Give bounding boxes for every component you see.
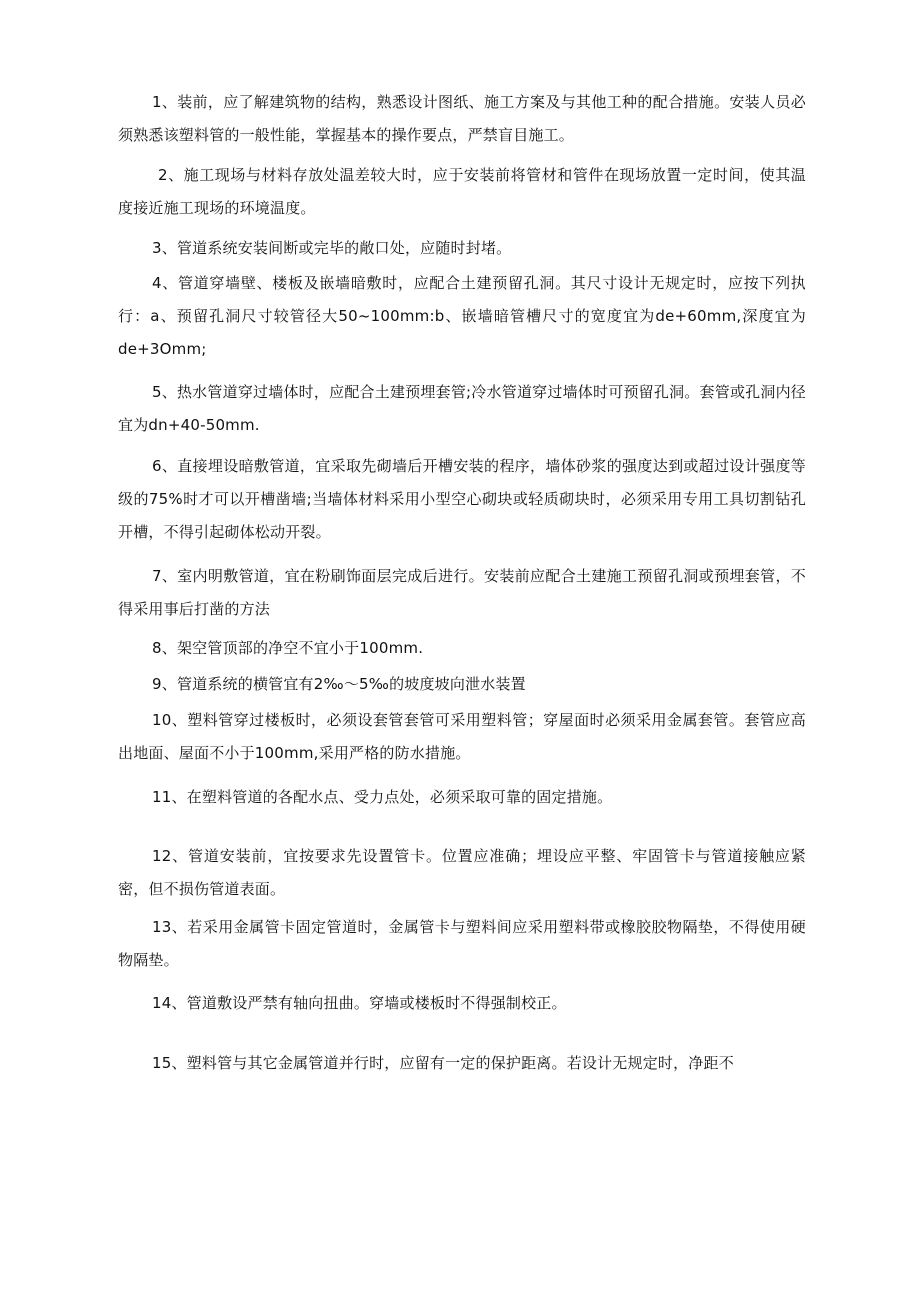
paragraph-13: 13、若采用金属管卡固定管道时，金属管卡与塑料间应采用塑料带或橡胶胶物隔垫，不得使用硬物隔垫。 — [118, 918, 806, 969]
paragraph-7: 7、室内明敷管道，宜在粉刷饰面层完成后进行。安装前应配合土建施工预留孔洞或预埋套管，不得采用事后打凿的方法 — [118, 567, 806, 618]
paragraph-4: 4、管道穿墙壁、楼板及嵌墙暗敷时，应配合土建预留孔洞。其尺寸设计无规定时，应按下列执行：a、预留孔洞尺寸较管径大50~100mm:b、嵌墙暗管槽尺寸的宽度宜为de+60mm,深度宜为de+3Omm; — [118, 274, 806, 358]
paragraph-1: 1、装前，应了解建筑物的结构，熟悉设计图纸、施工方案及与其他工种的配合措施。安装人员必须熟悉该塑料管的一般性能，掌握基本的操作要点，严禁盲目施工。 — [118, 93, 806, 144]
paragraph-14: 14、管道敷设严禁有轴向扭曲。穿墙或楼板时不得强制校正。 — [152, 994, 567, 1012]
paragraph-2: 2、施工现场与材料存放处温差较大时，应于安装前将管材和管件在现场放置一定时间，使其温度接近施工现场的环境温度。 — [118, 166, 806, 217]
paragraph-5: 5、热水管道穿过墙体时，应配合土建预埋套管;冷水管道穿过墙体时可预留孔洞。套管或孔洞内径宜为dn+40-50mm. — [118, 383, 806, 434]
paragraph-6: 6、直接埋设暗敷管道，宜采取先砌墙后开槽安装的程序，墙体砂浆的强度达到或超过设计强度等级的75%时才可以开槽凿墙;当墙体材料采用小型空心砌块或轻质砌块时，必须采用专用工具切割钻孔开槽，不得引起砌体松动开裂。 — [118, 457, 806, 541]
paragraph-9: 9、管道系统的横管宜有2‰～5‰的坡度坡向泄水装置 — [152, 675, 526, 693]
paragraph-12: 12、管道安装前，宜按要求先设置管卡。位置应准确；埋设应平整、牢固管卡与管道接触应紧密，但不损伤管道表面。 — [118, 847, 806, 898]
paragraph-8: 8、架空管顶部的净空不宜小于100mm. — [152, 639, 424, 657]
paragraph-11: 11、在塑料管道的各配水点、受力点处，必须采取可靠的固定措施。 — [152, 788, 613, 806]
paragraph-3: 3、管道系统安装间断或完毕的敞口处，应随时封堵。 — [152, 239, 512, 257]
paragraph-10: 10、塑料管穿过楼板时，必须设套管套管可采用塑料管；穿屋面时必须采用金属套管。套管应高出地面、屋面不小于100mm,采用严格的防水措施。 — [118, 711, 806, 762]
paragraph-15: 15、塑料管与其它金属管道并行时，应留有一定的保护距离。若设计无规定时，净距不 — [152, 1054, 734, 1072]
